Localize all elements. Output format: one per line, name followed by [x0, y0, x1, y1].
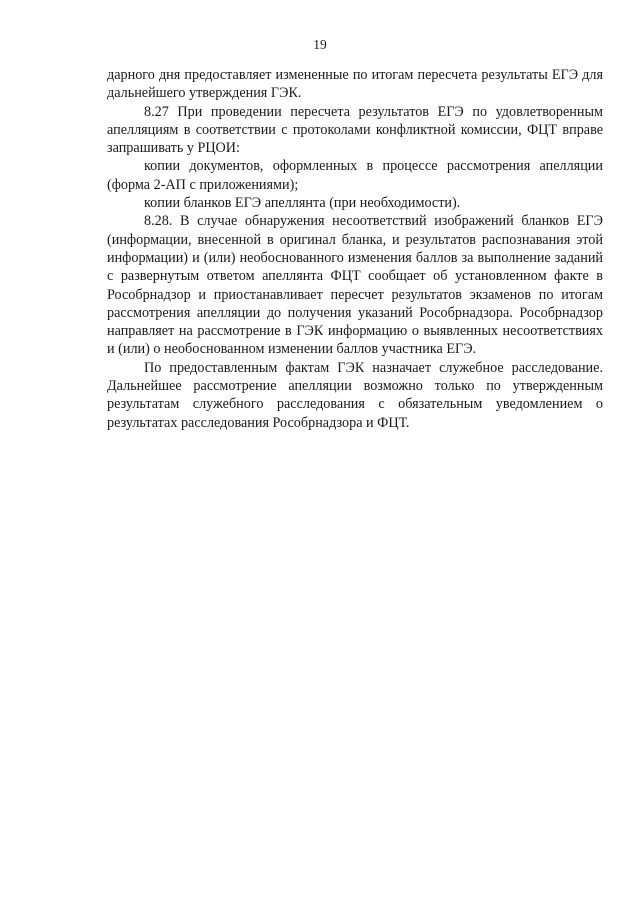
page-number: 19 — [313, 37, 327, 52]
paragraph: копии документов, оформленных в процессе рассмотрения апелляции (форма 2-АП с приложениями); — [107, 158, 603, 193]
paragraph: копии бланков ЕГЭ апеллянта (при необходимости). — [144, 195, 461, 212]
document-body — [107, 66, 603, 432]
paragraph: дарного дня предоставляет измененные по итогам пересчета результаты ЕГЭ для дальнейшего утверждения ГЭК. — [107, 67, 603, 102]
paragraph: 8.28. В случае обнаружения несоответствий изображений бланков ЕГЭ (информации, внесенной в оригинал бланка, и результатов распознавания этой информации) и (или) необоснованного изменения баллов за выполнение заданий с развернутым ответом апеллянта ФЦТ сообщает об установленном факте в Рособрнадзор и приостанавливает пересчет результатов экзаменов по итогам рассмотрения апелляции до получения указаний Рособрнадзора. Рособрнадзор направляет на рассмотрение в ГЭК информацию о выявленных несоответствиях и (или) о необоснованном изменении баллов участника ЕГЭ. — [107, 213, 603, 358]
paragraph: По предоставленным фактам ГЭК назначает служебное расследование. Дальнейшее рассмотрение апелляции возможно только по утвержденным результатам служебного расследования с обязательным уведомлением о результатах расследования Рособрнадзора и ФЦТ. — [107, 359, 603, 431]
paragraph: 8.27 При проведении пересчета результатов ЕГЭ по удовлетворенным апелляциям в соответствии с протоколами конфликтной комиссии, ФЦТ вправе запрашивать у РЦОИ: — [107, 103, 603, 157]
